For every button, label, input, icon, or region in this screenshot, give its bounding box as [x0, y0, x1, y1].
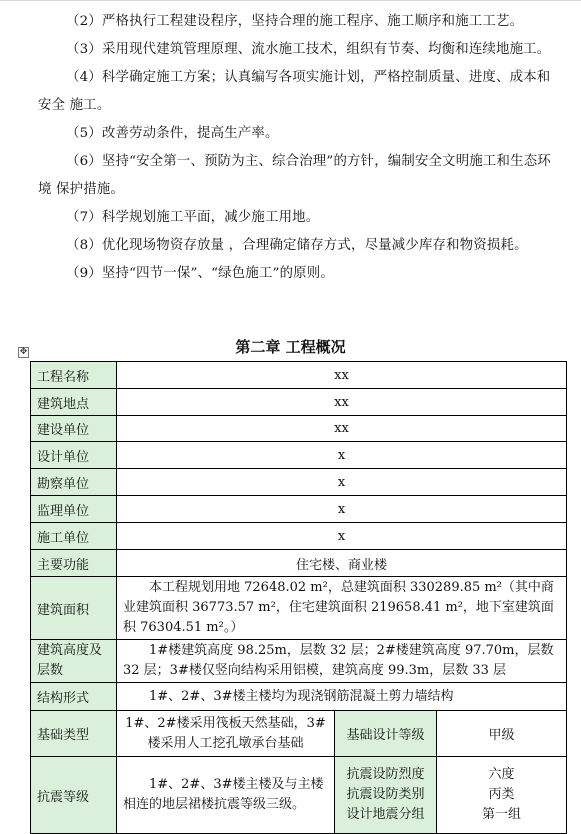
foundation-value	[117, 711, 335, 757]
designer-value: x	[117, 442, 567, 469]
height-label-line1: 建筑高度及	[37, 643, 103, 658]
foundation-grade-label: 基础设计等级	[335, 711, 437, 757]
location-label: 建筑地点	[31, 389, 117, 416]
table-row	[31, 683, 567, 711]
seismic-value-text: 1#、2#、3#楼主楼及与主楼相连的地层裙楼抗震等级三级。	[123, 777, 324, 812]
page-top-rule	[0, 0, 581, 1]
seismic-intensity-label: 抗震设防烈度	[346, 767, 425, 782]
seismic-group-value: 第一组	[482, 807, 522, 822]
structure-value-text: 1#、2#、3#楼主楼均为现浇钢筋混凝土剪力墙结构	[149, 688, 454, 704]
seismic-value	[117, 757, 335, 834]
location-value: xx	[117, 389, 567, 416]
supervisor-label: 监理单位	[31, 496, 117, 523]
surveyor-label: 勘察单位	[31, 469, 117, 496]
area-value	[117, 577, 567, 640]
seismic-group-label: 设计地震分组	[346, 807, 425, 822]
contractor-label: 施工单位	[31, 523, 117, 550]
foundation-grade-value: 甲级	[437, 711, 567, 757]
project-name-value: xx	[117, 362, 567, 389]
table-row	[31, 711, 567, 757]
table-row	[31, 523, 567, 550]
table-row	[31, 442, 567, 469]
height-value	[117, 640, 567, 683]
designer-label: 设计单位	[31, 442, 117, 469]
paragraph-5: （5）改善劳动条件，提高生产率。	[66, 126, 279, 141]
area-value-text: 本工程规划用地 72648.02 m²，总建筑面积 330289.85 m²（其中商业建筑面积 36773.57 m²，住宅建筑面积 219658.41 m²，地下室建筑面积 76304.51 m²。）	[123, 580, 554, 635]
paragraph-9: （9）坚持“四节一保”、“绿色施工”的原则。	[66, 266, 334, 281]
area-label: 建筑面积	[31, 577, 117, 640]
project-overview-table	[30, 361, 567, 834]
paragraph-4: （4）科学确定施工方案；认真编写各项实施计划，严格控制质量、进度、成本和安全 施工。	[38, 70, 551, 113]
foundation-label: 基础类型	[31, 711, 117, 757]
function-label: 主要功能	[31, 550, 117, 577]
paragraph-7: （7）科学规划施工平面，减少施工用地。	[66, 210, 320, 225]
seismic-category-label: 抗震设防类别	[346, 787, 425, 802]
table-row	[31, 389, 567, 416]
height-label-line2: 层数	[37, 663, 64, 678]
seismic-sub-labels	[335, 757, 437, 834]
structure-value	[117, 683, 567, 711]
table-row	[31, 640, 567, 683]
seismic-category-value: 丙类	[488, 787, 515, 802]
contractor-value: x	[117, 523, 567, 550]
project-name-label: 工程名称	[31, 362, 117, 389]
surveyor-value: x	[117, 469, 567, 496]
table-row	[31, 416, 567, 442]
developer-value: xx	[117, 416, 567, 442]
table-row	[31, 362, 567, 389]
developer-label: 建设单位	[31, 416, 117, 442]
table-move-handle-icon[interactable]: ✥	[19, 347, 28, 357]
seismic-intensity-value: 六度	[488, 767, 515, 782]
table-row	[31, 577, 567, 640]
supervisor-value: x	[117, 496, 567, 523]
paragraph-3: （3）采用现代建筑管理原理、流水施工技术，组织有节奏、均衡和连续地施工。	[66, 42, 551, 57]
seismic-label: 抗震等级	[31, 757, 117, 834]
foundation-value-text: 1#、2#楼采用筏板天然基础，3#楼采用人工挖孔墩承台基础	[125, 715, 326, 751]
table-row	[31, 496, 567, 523]
table-row	[31, 757, 567, 834]
height-label	[31, 640, 117, 683]
paragraph-2: （2）严格执行工程建设程序，坚持合理的施工程序、施工顺序和施工工艺。	[66, 14, 524, 29]
paragraph-6: （6）坚持“安全第一、预防为主、综合治理”的方针，编制安全文明施工和生态环境 保护措施。	[38, 154, 551, 197]
function-value: 住宅楼、商业楼	[117, 550, 567, 577]
seismic-sub-values	[437, 757, 567, 834]
table-row	[31, 550, 567, 577]
table-row	[31, 469, 567, 496]
structure-label: 结构形式	[31, 683, 117, 711]
height-value-text: 1#楼建筑高度 98.25m，层数 32 层；2#楼建筑高度 97.70m，层数 32 层；3#楼仅竖向结构采用铝模，建筑高度 99.3m，层数 33 层	[123, 643, 554, 678]
paragraph-8: （8）优化现场物资存放量 ，合理确定储存方式，尽量减少库存和物资损耗。	[66, 238, 528, 253]
chapter-title: 第二章 工程概况	[235, 338, 346, 356]
